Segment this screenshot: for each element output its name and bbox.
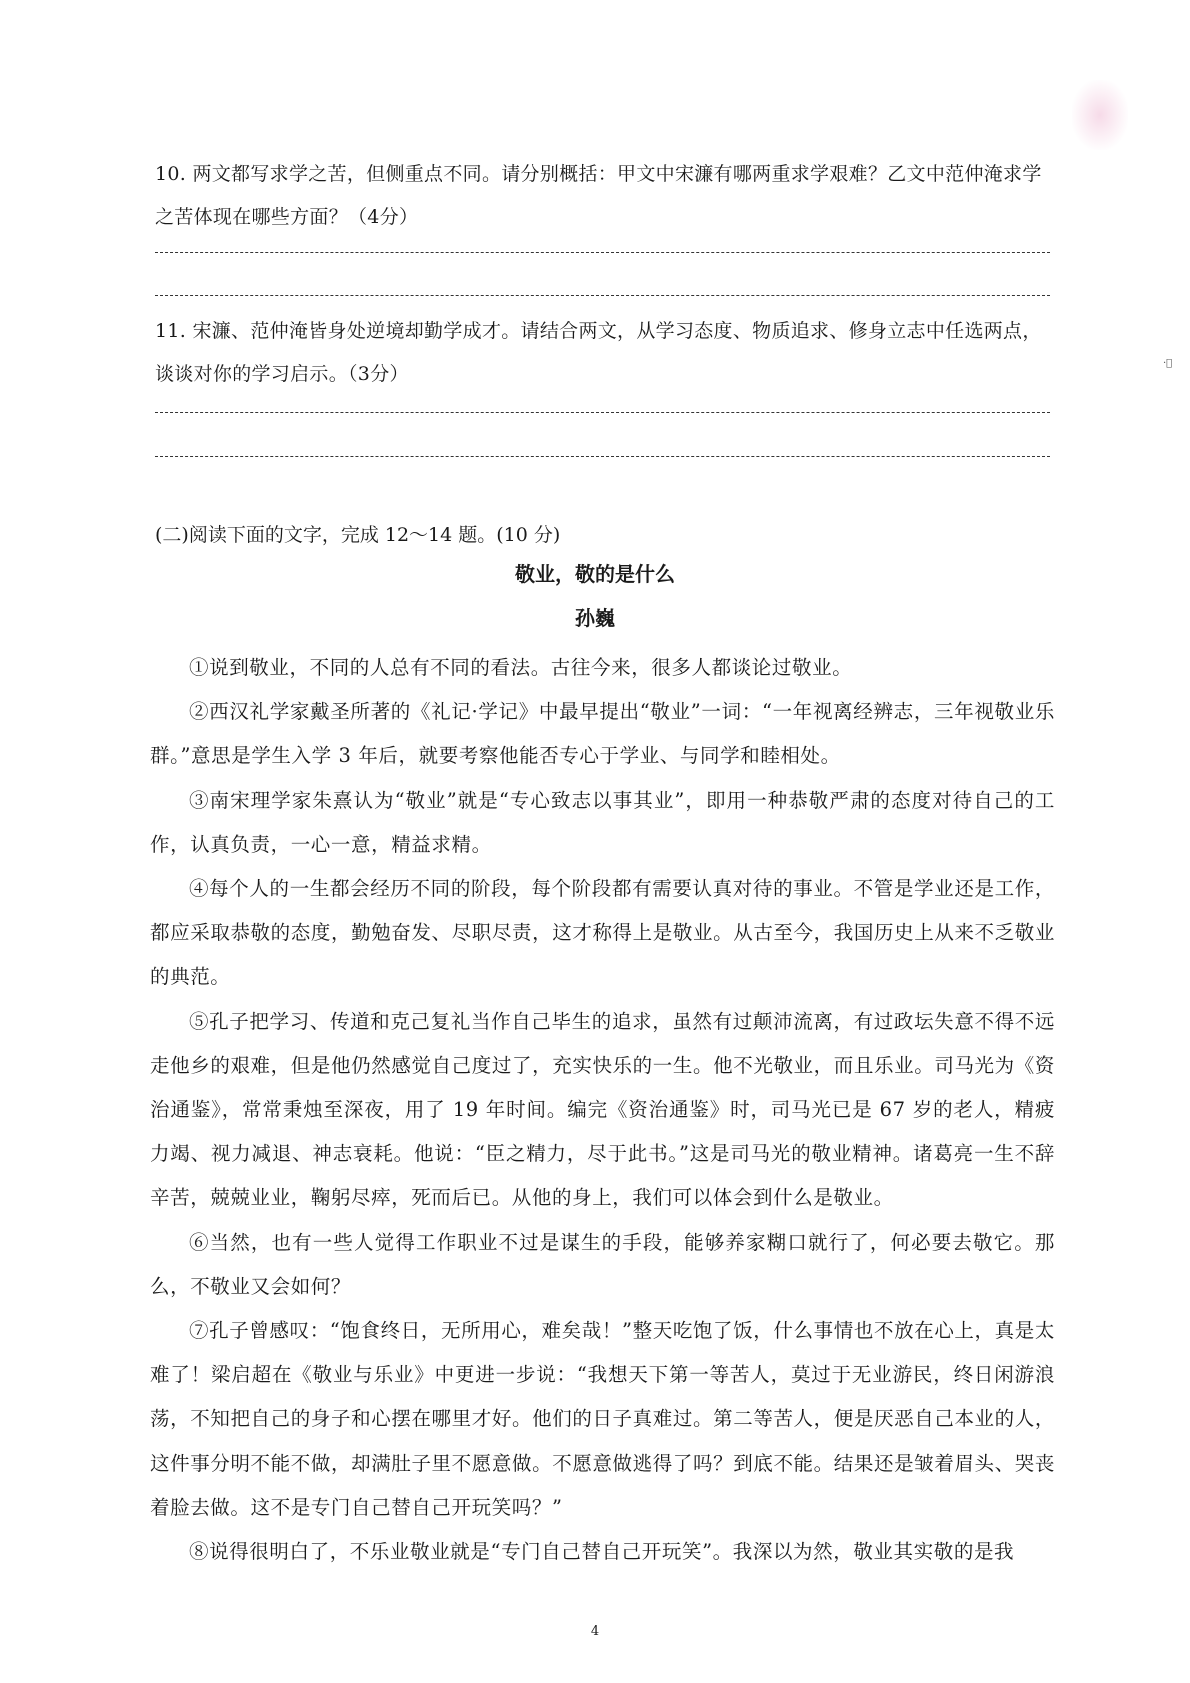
- section-heading: (二)阅读下面的文字，完成 12～14 题。(10 分): [155, 524, 561, 546]
- article-title: 敬业，敬的是什么: [515, 562, 675, 586]
- article-body: [150, 646, 1055, 1574]
- paragraph-7: ⑦孔子曾感叹：“饱食终日，无所用心，难矣哉！”整天吃饱了饭，什么事情也不放在心上，真是太难了！梁启超在《敬业与乐业》中更进一步说：“我想天下第一等苦人，莫过于无业游民，终日闲游浪荡，不知把自己的身子和心摆在哪里才好。他们的日子真难过。第二等苦人，便是厌恶自己本业的人，这件事分明不能不做，却满肚子里不愿意做。不愿意做逃得了吗？到底不能。结果还是皱着眉头、哭丧着脸去做。这不是专门自己替自己开玩笑吗？”: [150, 1319, 1055, 1519]
- answer-line-10a[interactable]: [155, 252, 1050, 253]
- article-author: 孙巍: [575, 606, 615, 630]
- answer-line-10b[interactable]: [155, 295, 1050, 296]
- answer-line-11a[interactable]: [155, 412, 1050, 413]
- answer-line-11b[interactable]: [155, 456, 1050, 457]
- question-10: 10. 两文都写求学之苦，但侧重点不同。请分别概括：甲文中宋濂有哪两重求学艰难？乙文中范仲淹求学之苦体现在哪些方面？（4分）: [155, 163, 1042, 228]
- paragraph-6: ⑥当然，也有一些人觉得工作职业不过是谋生的手段，能够养家糊口就行了，何必要去敬它。那么，不敬业又会如何？: [150, 1230, 1055, 1298]
- paragraph-4: ④每个人的一生都会经历不同的阶段，每个阶段都有需要认真对待的事业。不管是学业还是工作，都应采取恭敬的态度，勤勉奋发、尽职尽责，这才称得上是敬业。从古至今，我国历史上从来不乏敬业的典范。: [150, 877, 1055, 989]
- ink-stamp-mark: [1072, 80, 1128, 150]
- question-11: 11. 宋濂、范仲淹皆身处逆境却勤学成才。请结合两文，从学习态度、物质追求、修身立志中任选两点，谈谈对你的学习启示。（3分）: [155, 320, 1042, 385]
- paragraph-2: ②西汉礼学家戴圣所著的《礼记·学记》中最早提出“敬业”一词：“一年视离经辨志，三年视敬业乐群。”意思是学生入学 3 年后，就要考察他能否专心于学业、与同学和睦相处。: [150, 700, 1055, 768]
- margin-speck: ·ঃ: [1163, 358, 1173, 369]
- page-number: 4: [590, 1624, 600, 1639]
- paragraph-1: ①说到敬业，不同的人总有不同的看法。古往今来，很多人都谈论过敬业。: [189, 656, 853, 679]
- paragraph-3: ③南宋理学家朱熹认为“敬业”就是“专心致志以事其业”，即用一种恭敬严肃的态度对待自己的工作，认真负责，一心一意，精益求精。: [150, 788, 1055, 856]
- paragraph-8: ⑧说得很明白了，不乐业敬业就是“专门自己替自己开玩笑”。我深以为然，敬业其实敬的是我: [189, 1540, 1015, 1564]
- paragraph-5: ⑤孔子把学习、传道和克己复礼当作自己毕生的追求，虽然有过颠沛流离，有过政坛失意不得不远走他乡的艰难，但是他仍然感觉自己度过了，充实快乐的一生。他不光敬业，而且乐业。司马光为《资治通鉴》，常常秉烛至深夜，用了 19 年时间。编完《资治通鉴》时，司马光已是 67 岁的老人，精疲力竭、视力减退、神志衰耗。他说：“臣之精力，尽于此书。”这是司马光的敬业精神。诸葛亮一生不辞辛苦，兢兢业业，鞠躬尽瘁，死而后已。从他的身上，我们可以体会到什么是敬业。: [150, 1009, 1055, 1210]
